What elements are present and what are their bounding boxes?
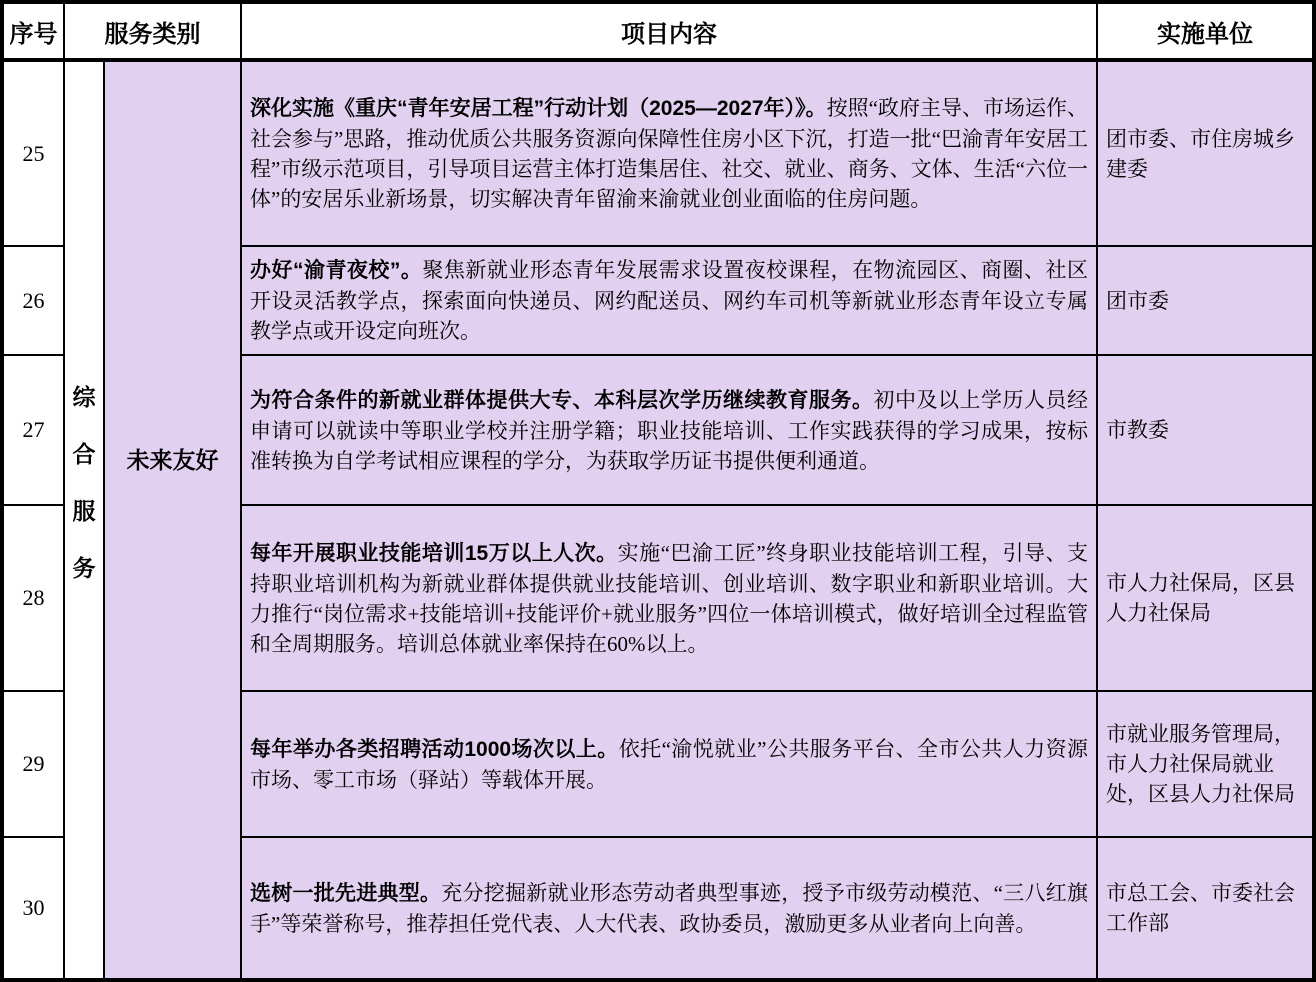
table-row-content xyxy=(242,506,1096,690)
content-body: 初中及以上学历人员经申请可以就读中等职业学校并注册学籍；职业技能培训、工作实践获得的学习成果，按标准转换为自学考试相应课程的学分，为获取学历证书提供便利通道。 xyxy=(250,387,1088,473)
category-group-cell xyxy=(65,62,103,978)
content-lead: 选树一批先进典型。 xyxy=(250,881,442,905)
unit-text: 市人力社保局，区县人力社保局 xyxy=(1106,571,1295,625)
row-number: 28 xyxy=(4,506,63,690)
content-body: 充分挖掘新就业形态劳动者典型事迹，授予市级劳动模范、“三八红旗手”等荣誉称号，推荐担任党代表、人大代表、政协委员，激励更多从业者向上向善。 xyxy=(250,880,1088,936)
row-number: 30 xyxy=(4,838,63,978)
row-number: 25 xyxy=(4,62,63,245)
unit-cell xyxy=(1098,247,1312,354)
header-no: 序号 xyxy=(4,4,63,60)
unit-text: 市就业服务管理局，市人力社保局就业处，区县人力社保局 xyxy=(1106,722,1295,806)
table-row-content xyxy=(242,62,1096,245)
content-lead: 每年开展职业技能培训15万以上人次。 xyxy=(250,541,618,565)
header-unit: 实施单位 xyxy=(1098,4,1312,60)
unit-text: 市总工会、市委社会工作部 xyxy=(1106,881,1295,935)
category-sub-cell xyxy=(105,62,240,978)
unit-text: 市教委 xyxy=(1106,418,1169,442)
unit-cell xyxy=(1098,838,1312,978)
unit-text: 团市委、市住房城乡建委 xyxy=(1106,126,1295,181)
unit-cell xyxy=(1098,506,1312,690)
row-number: 27 xyxy=(4,356,63,504)
content-body: 按照“政府主导、市场运作、社会参与”思路，推动优质公共服务资源向保障性住房小区下沉，打造一批“巴渝青年安居工程”市级示范项目，引导项目运营主体打造集居住、社交、就业、商务、文体、生活“六位一体”的安居乐业新场景，切实解决青年留渝来渝就业创业面临的住房问题。 xyxy=(250,96,1088,211)
row-number: 29 xyxy=(4,692,63,836)
table-row-content xyxy=(242,356,1096,504)
category-group-label: 综合服务 xyxy=(72,384,96,581)
content-lead: 为符合条件的新就业群体提供大专、本科层次学历继续教育服务。 xyxy=(250,388,874,412)
table-row-content xyxy=(242,692,1096,836)
table-row-content xyxy=(242,247,1096,354)
content-lead: 办好“渝青夜校”。 xyxy=(250,259,423,282)
content-body: 依托“渝悦就业”公共服务平台、全市公共人力资源市场、零工市场（驿站）等载体开展。 xyxy=(250,736,1089,792)
category-sub-label: 未来友好 xyxy=(126,446,219,473)
table-row-content xyxy=(242,838,1096,978)
unit-cell xyxy=(1098,692,1312,836)
content-body: 实施“巴渝工匠”终身职业技能培训工程，引导、支持职业培训机构为新就业群体提供就业技能培训、创业培训、数字职业和新职业培训。大力推行“岗位需求+技能培训+技能评价+就业服务”四位一体培训模式，做好培训全过程监管和全周期服务。培训总体就业率保持在60%以上。 xyxy=(250,540,1088,656)
header-content: 项目内容 xyxy=(242,4,1096,60)
unit-cell xyxy=(1098,62,1312,245)
content-lead: 每年举办各类招聘活动1000场次以上。 xyxy=(250,737,619,761)
unit-text: 团市委 xyxy=(1106,288,1169,313)
header-category: 服务类别 xyxy=(65,4,240,60)
unit-cell xyxy=(1098,356,1312,504)
row-number: 26 xyxy=(4,247,63,354)
content-body: 聚焦新就业形态青年发展需求设置夜校课程，在物流园区、商圈、社区开设灵活教学点，探索面向快递员、网约配送员、网约车司机等新就业形态青年设立专属教学点或开设定向班次。 xyxy=(250,258,1089,343)
content-lead: 深化实施《重庆“青年安居工程”行动计划（2025—2027年）》。 xyxy=(250,97,827,120)
